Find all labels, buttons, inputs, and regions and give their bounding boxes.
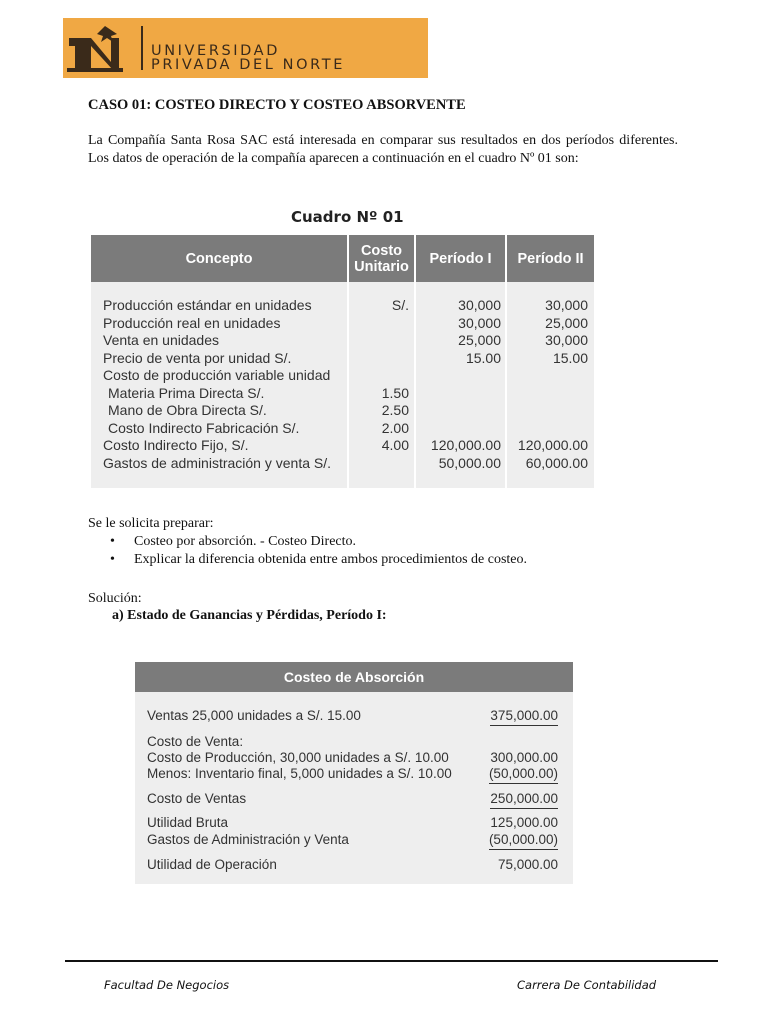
footer-left: Facultad De Negocios bbox=[104, 978, 230, 992]
solicita-intro: Se le solicita preparar: bbox=[88, 516, 214, 531]
table-row: Costo de Venta: bbox=[147, 734, 244, 749]
header-costo-unitario: Costo Unitario bbox=[354, 243, 409, 275]
list-item: • Costeo por absorción. - Costeo Directo. bbox=[110, 533, 527, 551]
row-value: (50,000.00) bbox=[489, 765, 558, 784]
periodo-1-column: 30,000 30,000 25,000 15.00 120,000.00 50,000.00 bbox=[430, 297, 501, 471]
table-caption: Cuadro Nº 01 bbox=[291, 208, 404, 226]
header-periodo-1: Período I bbox=[429, 251, 492, 267]
header-concepto: Concepto bbox=[185, 251, 253, 267]
document-title: CASO 01: COSTEO DIRECTO Y COSTEO ABSORVENTE bbox=[88, 97, 466, 113]
logo-line-2: PRIVADA DEL NORTE bbox=[151, 57, 345, 73]
logo-text bbox=[151, 44, 345, 72]
row-value: (50,000.00) bbox=[489, 831, 558, 850]
cuadro-01-table bbox=[91, 235, 594, 488]
absorcion-header: Costeo de Absorción bbox=[135, 662, 573, 692]
upn-logo-icon bbox=[67, 24, 129, 74]
university-logo bbox=[63, 18, 428, 78]
row-value: 75,000.00 bbox=[497, 857, 558, 872]
table-row: Utilidad Bruta bbox=[147, 815, 229, 830]
logo-line-1: UNIVERSIDAD bbox=[151, 43, 280, 59]
solucion-subtitle: a) Estado de Ganancias y Pérdidas, Período I: bbox=[112, 608, 387, 623]
table-row: Utilidad de Operación bbox=[147, 857, 277, 872]
footer-divider bbox=[65, 960, 718, 962]
intro-paragraph: La Compañía Santa Rosa SAC está interesada en comparar sus resultados en dos períodos diferentes. Los datos de operación de la compañía aparecen a continuación en el cuadro Nº 01 son: bbox=[88, 133, 678, 166]
table-row: Gastos de Administración y Venta bbox=[147, 832, 349, 847]
periodo-2-column: 30,000 25,000 30,000 15.00 120,000.00 60,000.00 bbox=[517, 297, 588, 471]
row-value: 125,000.00 bbox=[490, 815, 558, 830]
footer-right: Carrera De Contabilidad bbox=[517, 978, 657, 992]
list-item: • Explicar la diferencia obtenida entre ambos procedimientos de costeo. bbox=[110, 551, 527, 569]
table-row: Ventas 25,000 unidades a S/. 15.00 bbox=[147, 708, 361, 723]
solicita-list bbox=[110, 533, 527, 569]
table-row: Costo de Ventas bbox=[147, 791, 247, 806]
header-periodo-2: Período II bbox=[517, 251, 584, 267]
row-value: 300,000.00 bbox=[490, 750, 558, 765]
table-row: Producción estándar en unidades Producción real en unidades Venta en unidades Precio de venta por unidad S/. Costo de producción variable unidad Materia Prima Directa S/. Mano de Obra Directa S/. Costo Indirecto Fabricación S/. Costo Indirecto Fijo, S/. Gastos de administración y venta S/. bbox=[103, 297, 331, 471]
table-row: Costo de Producción, 30,000 unidades a S/. 10.00 bbox=[147, 750, 449, 765]
row-value: 250,000.00 bbox=[490, 790, 558, 809]
table-row: Menos: Inventario final, 5,000 unidades a S/. 10.00 bbox=[147, 766, 452, 781]
solucion-label: Solución: bbox=[88, 591, 142, 606]
logo-divider bbox=[141, 26, 143, 70]
row-value: 375,000.00 bbox=[490, 707, 558, 726]
costeo-absorcion-table bbox=[135, 662, 573, 884]
costo-unitario-column: S/. 1.50 2.50 2.00 4.00 bbox=[381, 297, 409, 453]
